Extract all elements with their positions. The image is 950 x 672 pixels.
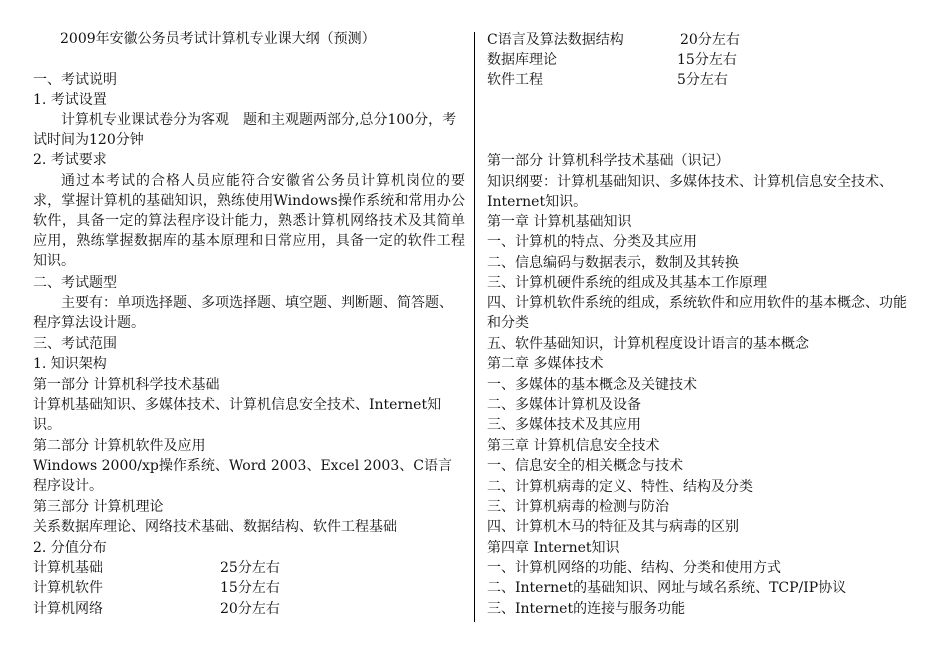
- exam-setup-text: 计算机专业课试卷分为客观 题和主观题两部分,总分100分，考试时间为120分钟: [33, 112, 457, 148]
- score-name: 计算机软件: [33, 580, 103, 596]
- chapter3-item: 一、信息安全的相关概念与技术: [487, 458, 683, 474]
- subsection-exam-requirements: 2. 考试要求: [33, 152, 107, 168]
- chapter2-item: 三、多媒体技术及其应用: [487, 417, 641, 433]
- score-value: 25分左右: [220, 560, 280, 576]
- part1-detail-heading: 第一部分 计算机科学技术基础（识记）: [487, 153, 730, 169]
- chapter3-item: 三、计算机病毒的检测与防治: [487, 499, 669, 515]
- part2-title: 第二部分 计算机软件及应用: [33, 438, 206, 454]
- part1-text: 计算机基础知识、多媒体技术、计算机信息安全技术、Internet知识。: [33, 397, 442, 433]
- chapter1-item: 一、计算机的特点、分类及其应用: [487, 234, 697, 250]
- question-types-text: 主要有：单项选择题、多项选择题、填空题、判断题、简答题、程序算法设计题。: [33, 295, 453, 331]
- chapter4-item: 三、Internet的连接与服务功能: [487, 601, 686, 617]
- chapter2-item: 二、多媒体计算机及设备: [487, 397, 641, 413]
- chapter1-item: 三、计算机硬件系统的组成及其基本工作原理: [487, 275, 767, 291]
- score-value: 20分左右: [680, 32, 740, 48]
- chapter2-item: 一、多媒体的基本概念及关键技术: [487, 377, 697, 393]
- exam-requirements-text: 通过本考试的合格人员应能符合安徽省公务员计算机岗位的要求，掌握计算机的基础知识，熟练使用Windows操作系统和常用办公软件，具备一定的算法程序设计能力，熟悉计算机网络技术及其简单应用，熟练掌握数据库的基本原理和日常应用，具备一定的软件工程知识。: [33, 173, 465, 269]
- score-name: C语言及算法数据结构: [487, 32, 624, 48]
- chapter3-item: 二、计算机病毒的定义、特性、结构及分类: [487, 479, 753, 495]
- subsection-exam-setup: 1. 考试设置: [33, 92, 107, 108]
- part1-title: 第一部分 计算机科学技术基础: [33, 377, 220, 393]
- score-name: 软件工程: [487, 72, 543, 88]
- score-name: 计算机基础: [33, 560, 103, 576]
- chapter1-title: 第一章 计算机基础知识: [487, 214, 632, 230]
- part2-text: Windows 2000/xp操作系统、Word 2003、Excel 2003、C语言程序设计。: [33, 458, 452, 494]
- chapter4-title: 第四章 Internet知识: [487, 540, 620, 556]
- section-exam-scope: 三、考试范围: [33, 336, 117, 352]
- score-name: 数据库理论: [487, 52, 557, 68]
- chapter1-item: 五、软件基础知识，计算机程度设计语言的基本概念: [487, 336, 809, 352]
- part3-title: 第三部分 计算机理论: [33, 499, 164, 515]
- subsection-score-distribution: 2. 分值分布: [33, 540, 107, 556]
- chapter1-item: 二、信息编码与数据表示，数制及其转换: [487, 255, 739, 271]
- part3-text: 关系数据库理论、网络技术基础、数据结构、软件工程基础: [33, 519, 397, 535]
- subsection-knowledge-framework: 1. 知识架构: [33, 356, 107, 372]
- chapter4-item: 一、计算机网络的功能、结构、分类和使用方式: [487, 560, 781, 576]
- chapter3-title: 第三章 计算机信息安全技术: [487, 438, 660, 454]
- document-title: 2009年安徽公务员考试计算机专业课大纲（预测）: [60, 31, 376, 47]
- knowledge-outline: 知识纲要：计算机基础知识、多媒体技术、计算机信息安全技术、Internet知识。: [487, 174, 893, 210]
- chapter3-item: 四、计算机木马的特征及其与病毒的区别: [487, 519, 739, 535]
- section-exam-description: 一、考试说明: [33, 72, 117, 88]
- score-name: 计算机网络: [33, 601, 103, 617]
- chapter4-item: 二、Internet的基础知识、网址与域名系统、TCP/IP协议: [487, 580, 847, 596]
- score-value: 5分左右: [677, 72, 728, 88]
- score-value: 15分左右: [677, 52, 737, 68]
- score-value: 20分左右: [220, 601, 280, 617]
- chapter1-item: 四、计算机软件系统的组成，系统软件和应用软件的基本概念、功能和分类: [487, 295, 907, 331]
- section-question-types: 二、考试题型: [33, 275, 117, 291]
- column-divider: [474, 32, 475, 622]
- score-value: 15分左右: [220, 580, 280, 596]
- chapter2-title: 第二章 多媒体技术: [487, 356, 604, 372]
